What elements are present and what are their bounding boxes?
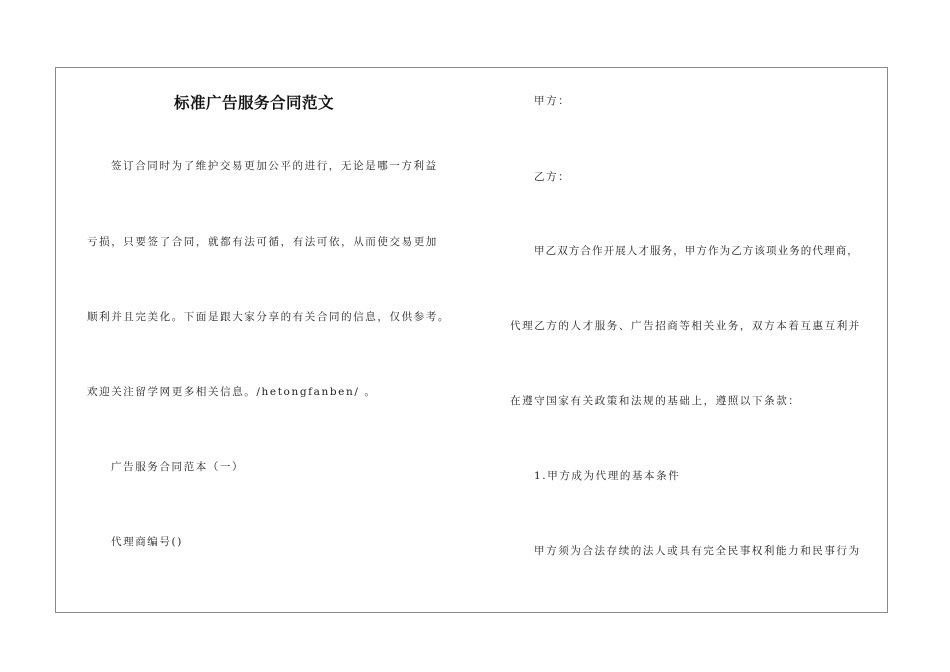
- document-title: 标准广告服务合同范文: [174, 94, 335, 112]
- right-paragraph-line-3: 在遵守国家有关政策和法规的基础上，遵照以下条款：: [510, 395, 801, 407]
- party-b-line: 乙方：: [534, 171, 571, 183]
- left-paragraph-line-4: 欢迎关注留学网更多相关信息。/hetongfanben/ 。: [87, 386, 377, 398]
- right-paragraph-line-1: 甲乙双方合作开展人才服务，甲方作为乙方该项业务的代理商，: [534, 245, 859, 257]
- clause-1-heading: 1.甲方成为代理的基本条件: [534, 470, 681, 482]
- right-paragraph-line-2: 代理乙方的人才服务、广告招商等相关业务，双方本着互惠互利并: [510, 320, 861, 332]
- left-paragraph-line-1: 签订合同时为了维护交易更加公平的进行，无论是哪一方利益: [111, 160, 438, 172]
- left-paragraph-line-3: 顺利并且完美化。下面是跟大家分享的有关合同的信息，仅供参考。: [87, 311, 450, 323]
- party-a-line: 甲方：: [534, 95, 571, 107]
- left-paragraph-line-2: 亏损，只要签了合同，就都有法可循，有法可依，从而使交易更加: [87, 236, 438, 248]
- agent-number-line: 代理商编号(): [111, 536, 183, 548]
- contract-sample-heading: 广告服务合同范本（一）: [111, 461, 245, 473]
- right-paragraph-line-4: 甲方须为合法存续的法人或具有完全民事权利能力和民事行为: [534, 545, 861, 557]
- document-page: [55, 67, 888, 613]
